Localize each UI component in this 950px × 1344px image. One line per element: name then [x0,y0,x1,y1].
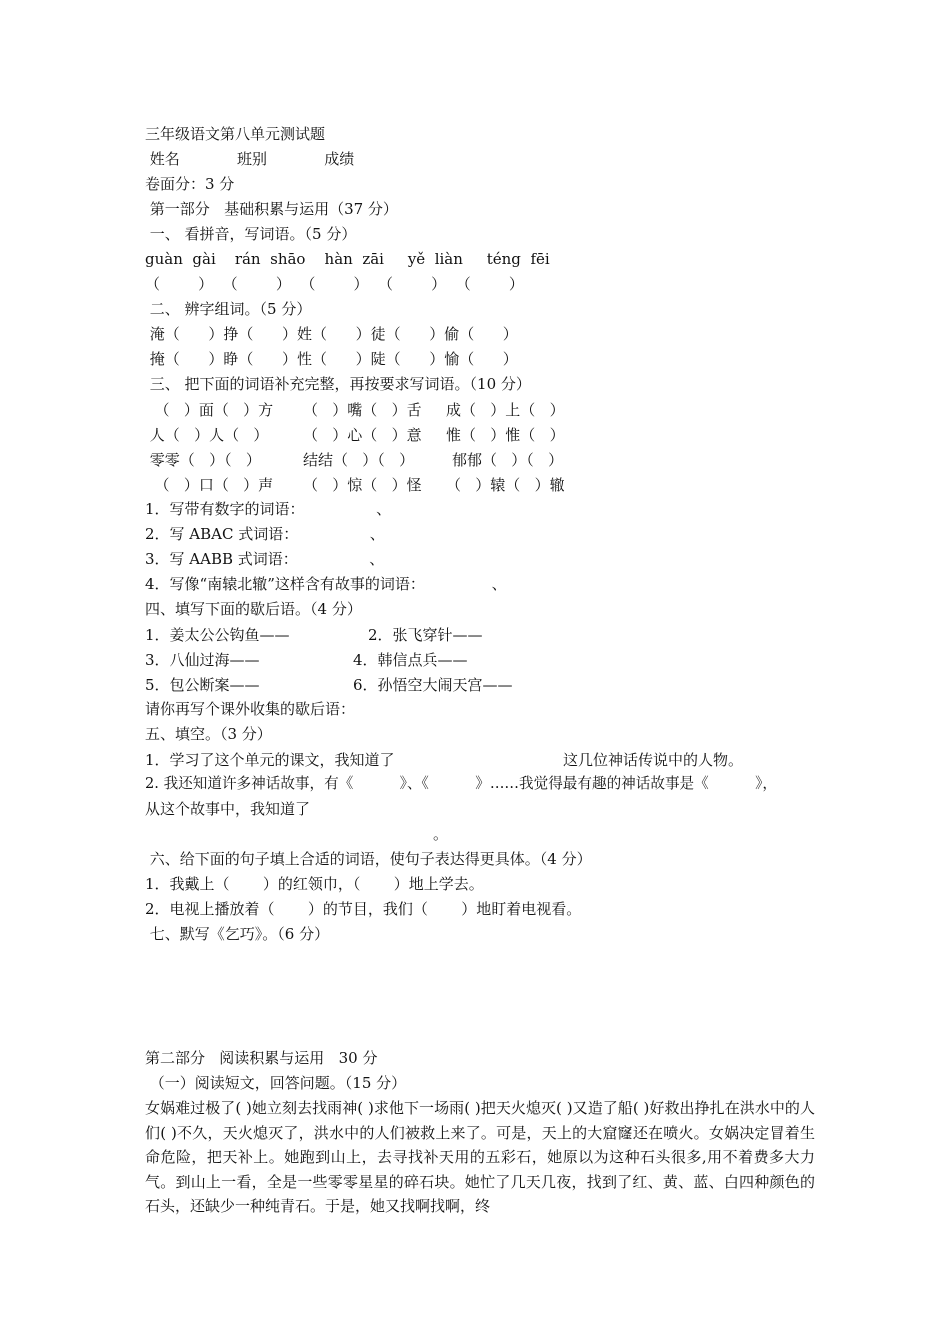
q3-task-2: 2．写 ABAC 式词语： 、 [145,525,385,543]
q2-row-2: 掩（ ）睁（ ）性（ ）陡（ ）愉（ ） [145,350,518,368]
reading1-passage: 女娲难过极了( )她立刻去找雨神( )求他下一场雨( )把天火熄灭( )又造了船( )好救出挣扎在洪水中的人们( )不久，天火熄灭了，洪水中的人们被救上来了。可是，天上的大窟窿还在喷火。女娲决定冒着生命危险，把天补上。她跑到山上，去寻找补天用的五彩石，她原以为这种石头很多,用不着费多大力气。到山上一看，全是一些零零星星的碎石块。她忙了几天几夜，找到了红、黄、蓝、白四种颜色的石头，还缺少一种纯青石。于是，她又找啊找啊，终 [145,1099,815,1215]
q2-heading: 二、 辨字组词。（5 分） [145,300,312,318]
reading1-heading: （一）阅读短文，回答问题。（15 分） [145,1074,407,1092]
part2-heading: 第二部分 阅读积累与运用 30 分 [145,1049,378,1067]
q3-cell: 成（ ）上（ ） [446,401,565,419]
q3-cell: （ ）心（ ）意 [303,426,422,444]
q5-line-1a: 1．学习了这个单元的课文，我知道了 [145,751,395,769]
q3-cell: 惟（ ）惟（ ） [446,426,565,444]
q3-cell: （ ）嘴（ ）舌 [303,401,422,419]
q3-cell: （ ）惊（ ）怪 [303,476,422,494]
q4-item-1: 1．姜太公公钩鱼—— [145,626,290,644]
q4-item-2: 2．张飞穿针—— [368,626,483,644]
q3-heading: 三、 把下面的词语补充完整，再按要求写词语。（10 分） [145,375,531,393]
score-note: 卷面分：3 分 [145,175,235,193]
q6-heading: 六、给下面的句子填上合适的词语，使句子表达得更具体。（4 分） [145,850,592,868]
exam-title: 三年级语文第八单元测试题 [145,125,326,143]
q3-task-4: 4．写像“南辕北辙”这样含有故事的词语： 、 [145,575,507,593]
q5-line-1b: 这几位神话传说中的人物。 [563,751,744,769]
q5-line-2: 2. 我还知道许多神话故事，有《 》、《 》……我觉得最有趣的神话故事是《 》， [145,775,778,792]
q6-sentence-2: 2．电视上播放着（ ）的节目，我们（ ）地盯着电视看。 [145,900,582,918]
q3-cell: 郁郁（ ）（ ） [452,451,564,469]
q2-row-1: 淹（ ）挣（ ）姓（ ）徒（ ）偷（ ） [145,325,518,343]
q5-line-3: 从这个故事中，我知道了 [145,800,311,818]
q4-item-6: 6．孙悟空大闹天宫—— [353,676,513,694]
q1-blanks: （ ） （ ） （ ） （ ） （ ） [145,275,524,293]
student-info-line: 姓名 班别 成绩 [145,150,355,168]
q6-sentence-1: 1．我戴上（ ）的红领巾，（ ）地上学去。 [145,875,484,893]
q4-heading: 四、填写下面的歇后语。（4 分） [145,600,362,618]
q4-extra: 请你再写个课外收集的歇后语： [145,700,356,718]
q3-cell: （ ）口（ ）声 [145,476,274,494]
part1-heading: 第一部分 基础积累与运用（37 分） [145,200,398,218]
q7-heading: 七、默写《乞巧》。（6 分） [145,925,330,943]
q1-pinyin: guàn gài rán shāo hàn zāi yě liàn téng fēi [145,250,550,268]
q3-task-3: 3．写 AABB 式词语： 、 [145,550,385,568]
q5-heading: 五、填空。（3 分） [145,725,272,743]
q3-cell: （ ）面（ ）方 [145,401,274,419]
q3-cell: 零零（ ）（ ） [145,451,261,469]
q4-item-3: 3．八仙过海—— [145,651,260,669]
q3-cell: （ ）辕（ ）辙 [446,476,565,494]
q4-item-4: 4．韩信点兵—— [353,651,468,669]
q3-cell: 人（ ）人（ ） [145,426,269,444]
q4-item-5: 5．包公断案—— [145,676,260,694]
q1-heading: 一、 看拼音，写词语。（5 分） [145,225,357,243]
q5-line-4: 。 [433,825,449,843]
q3-cell: 结结（ ）（ ） [303,451,415,469]
q3-task-1: 1．写带有数字的词语： 、 [145,500,392,518]
